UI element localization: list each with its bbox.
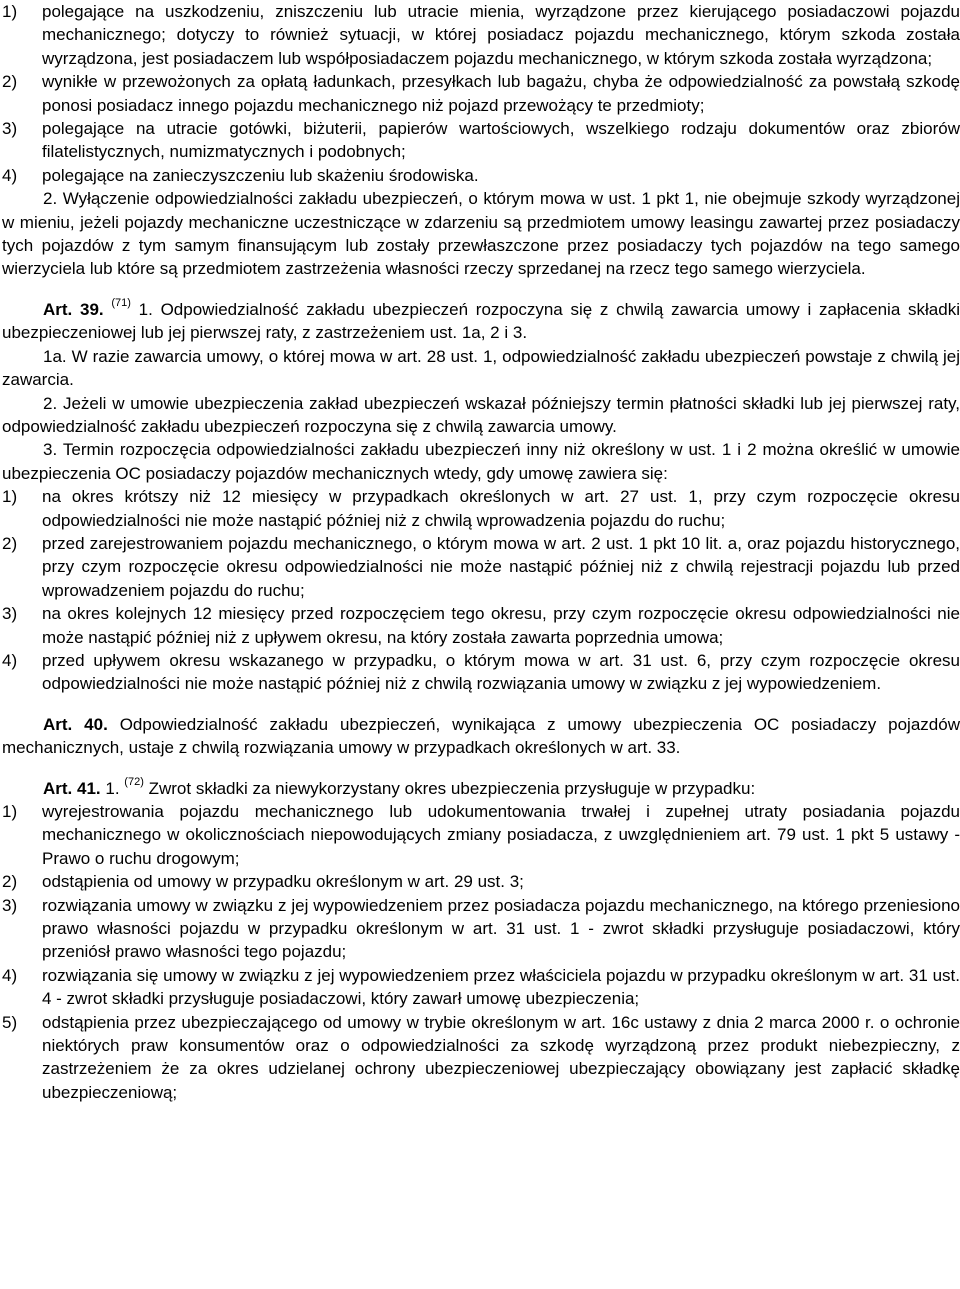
- paragraph-text: Zwrot składki za niewykorzystany okres ubezpieczenia przysługuje w przypadku:: [148, 778, 756, 798]
- exclusions-list: [2, 0, 960, 187]
- item-number: 5): [2, 1012, 18, 1032]
- item-number: 1): [2, 802, 18, 821]
- item-text: wynikłe w przewożonych za opłatą ładunkach, przesyłkach lub bagażu, chyba że odpowiedzialność za powstałą szkodę ponosi posiadacz innego pojazdu mechanicznego niż pojazd przewożący te przedmioty;: [42, 72, 960, 115]
- item-text: przed zarejestrowaniem pojazdu mechanicznego, o którym mowa w art. 2 ust. 1 pkt 10 lit. a, oraz pojazdu historycznego, przy czym rozpoczęcie okresu odpowiedzialności nie może nastąpić później niż z chwilą rejestracji pojazdu lub przed wprowadzeniem pojazdu do ruchu;: [42, 533, 960, 600]
- art41-list: [2, 800, 960, 1104]
- item-text: odstąpienia od umowy w przypadku określonym w art. 29 ust. 3;: [42, 872, 524, 892]
- item-text: wyrejestrowania pojazdu mechanicznego lub udokumentowania trwałej i zupełnej utraty posiadania pojazdu mechanicznego w okolicznościach niepowodujących zmiany posiadacza, z uwzględnieniem art. 79 ust. 1 pkt 5 ustawy - Prawo o ruchu drogowym;: [42, 802, 960, 868]
- art38-paragraph-2: 2. Wyłączenie odpowiedzialności zakładu ubezpieczeń, o którym mowa w ust. 1 pkt 1, nie obejmuje szkody wyrządzonej w mieniu, jeżeli pojazdy mechaniczne uczestniczące w zdarzeniu są przedmiotem umowy leasingu zawartej przez posiadaczy tych pojazdów z tym samym finansującym lub zostały przewłaszczone przez posiadaczy tych pojazdów na tego samego wierzyciela lub które są przedmiotem zastrzeżenia własności rzeczy sprzedanej na rzecz tego samego wierzyciela.: [2, 189, 960, 279]
- item-number: 4): [2, 650, 18, 670]
- art39-paragraph-2: 2. Jeżeli w umowie ubezpieczenia zakład ubezpieczeń wskazał późniejszy termin płatności składki lub jej pierwszej raty, odpowiedzialność zakładu ubezpieczeń rozpoczyna się z chwilą zawarcia umowy.: [2, 393, 960, 436]
- list-item: [2, 70, 960, 117]
- item-number: 1): [2, 2, 18, 21]
- item-text: na okres krótszy niż 12 miesięcy w przypadkach określonych w art. 27 ust. 1, przy czym rozpoczęcie okresu odpowiedzialności nie może nastąpić później niż z chwilą wprowadzenia pojazdu do ruchu;: [42, 487, 960, 530]
- list-item: [2, 894, 960, 964]
- item-text: rozwiązania umowy w związku z jej wypowiedzeniem przez posiadacza pojazdu mechanicznego, na którego przeniesiono prawo własności pojazdu w przypadku określonym w art. 31 ust. 1 - zwrot składki przysługuje posiadaczowi, który przeniósł prawo własności tego pojazdu;: [42, 895, 960, 962]
- list-item: [2, 800, 960, 870]
- list-item: [2, 602, 960, 649]
- item-text: rozwiązania się umowy w związku z jej wypowiedzeniem przez właściciela pojazdu w przypadku określonym w art. 31 ust. 4 - zwrot składki przysługuje posiadaczowi, który zawarł umowę ubezpieczenia;: [42, 965, 960, 1009]
- list-item: [2, 964, 960, 1011]
- item-number: 2): [2, 533, 18, 553]
- item-number: 3): [2, 119, 18, 139]
- spacer: [2, 281, 960, 298]
- list-item: [2, 1011, 960, 1105]
- list-item: [2, 164, 960, 187]
- spacer: [2, 696, 960, 713]
- list-item: [2, 532, 960, 602]
- list-item: [2, 649, 960, 696]
- art39-list: [2, 485, 960, 696]
- list-item: [2, 485, 960, 532]
- paragraph-text: 1. Odpowiedzialność zakładu ubezpieczeń rozpoczyna się z chwilą zawarcia umowy i zapłacenia składki ubezpieczeniowej lub jej pierwszej raty, z zastrzeżeniem ust. 1a, 2 i 3.: [2, 299, 960, 343]
- art39-paragraph-1a: 1a. W razie zawarcia umowy, o której mowa w art. 28 ust. 1, odpowiedzialność zakładu ubezpieczeń powstaje z chwilą jej zawarcia.: [2, 346, 960, 390]
- footnote-ref: (71): [111, 297, 131, 310]
- item-text: odstąpienia przez ubezpieczającego od umowy w trybie określonym w art. 16c ustawy z dnia 2 marca 2000 r. o ochronie niektórych praw konsumentów oraz o odpowiedzialności za szkodę wyrządzoną przez produkt niebezpieczny, z zastrzeżeniem że za okres udzielanej ochrony ubezpieczeniowej ubezpieczający obowiązany jest zapłacić składkę ubezpieczeniową;: [42, 1012, 960, 1102]
- item-number: 3): [2, 895, 18, 915]
- article-label: Art. 40.: [43, 714, 108, 734]
- paragraph-text: Odpowiedzialność zakładu ubezpieczeń, wynikająca z umowy ubezpieczenia OC posiadaczy pojazdów mechanicznych, ustaje z chwilą rozwiązania umowy w przypadkach określonych w art. 33.: [2, 714, 960, 758]
- item-text: polegające na zanieczyszczeniu lub skażeniu środowiska.: [42, 165, 479, 185]
- item-number: 2): [2, 872, 18, 892]
- art39-paragraph-3: 3. Termin rozpoczęcia odpowiedzialności zakładu ubezpieczeń inny niż określony w ust. 1 i 2 można określić w umowie ubezpieczenia OC posiadaczy pojazdów mechanicznych wtedy, gdy umowę zawiera się:: [2, 440, 960, 483]
- art41-paragraph-1: [2, 777, 960, 800]
- article-label: Art. 41.: [43, 778, 101, 798]
- item-number: 4): [2, 165, 18, 185]
- spacer: [2, 760, 960, 777]
- item-number: 3): [2, 604, 18, 624]
- item-text: przed upływem okresu wskazanego w przypadku, o którym mowa w art. 31 ust. 6, przy czym rozpoczęcie okresu odpowiedzialności nie może nastąpić później niż z chwilą rozwiązania umowy w związku z jej wypowiedzeniem.: [42, 650, 960, 694]
- art40-paragraph: [2, 713, 960, 760]
- item-text: na okres kolejnych 12 miesięcy przed rozpoczęciem tego okresu, przy czym rozpoczęcie okresu odpowiedzialności nie może nastąpić później niż z upływem okresu, na który została zawarta poprzednia umowa;: [42, 604, 960, 647]
- article-label: Art. 39.: [43, 299, 104, 319]
- paragraph-number: 1.: [105, 778, 120, 798]
- item-number: 4): [2, 965, 18, 985]
- item-text: polegające na utracie gotówki, biżuterii, papierów wartościowych, wszelkiego rodzaju dokumentów oraz zbiorów filatelistycznych, numizmatycznych i podobnych;: [42, 119, 960, 162]
- art39-paragraph-1: [2, 298, 960, 345]
- footnote-ref: (72): [124, 775, 144, 788]
- item-text: polegające na uszkodzeniu, zniszczeniu lub utracie mienia, wyrządzone przez kierującego posiadaczowi pojazdu mechanicznego; dotyczy to również sytuacji, w której posiadacz pojazdu mechanicznego, którym szkoda została wyrządzona, jest posiadaczem lub współposiadaczem pojazdu mechanicznego, w którym szkoda została wyrządzona;: [42, 2, 960, 68]
- list-item: [2, 870, 960, 893]
- list-item: [2, 0, 960, 70]
- item-number: 2): [2, 72, 18, 92]
- list-item: [2, 117, 960, 164]
- item-number: 1): [2, 487, 18, 507]
